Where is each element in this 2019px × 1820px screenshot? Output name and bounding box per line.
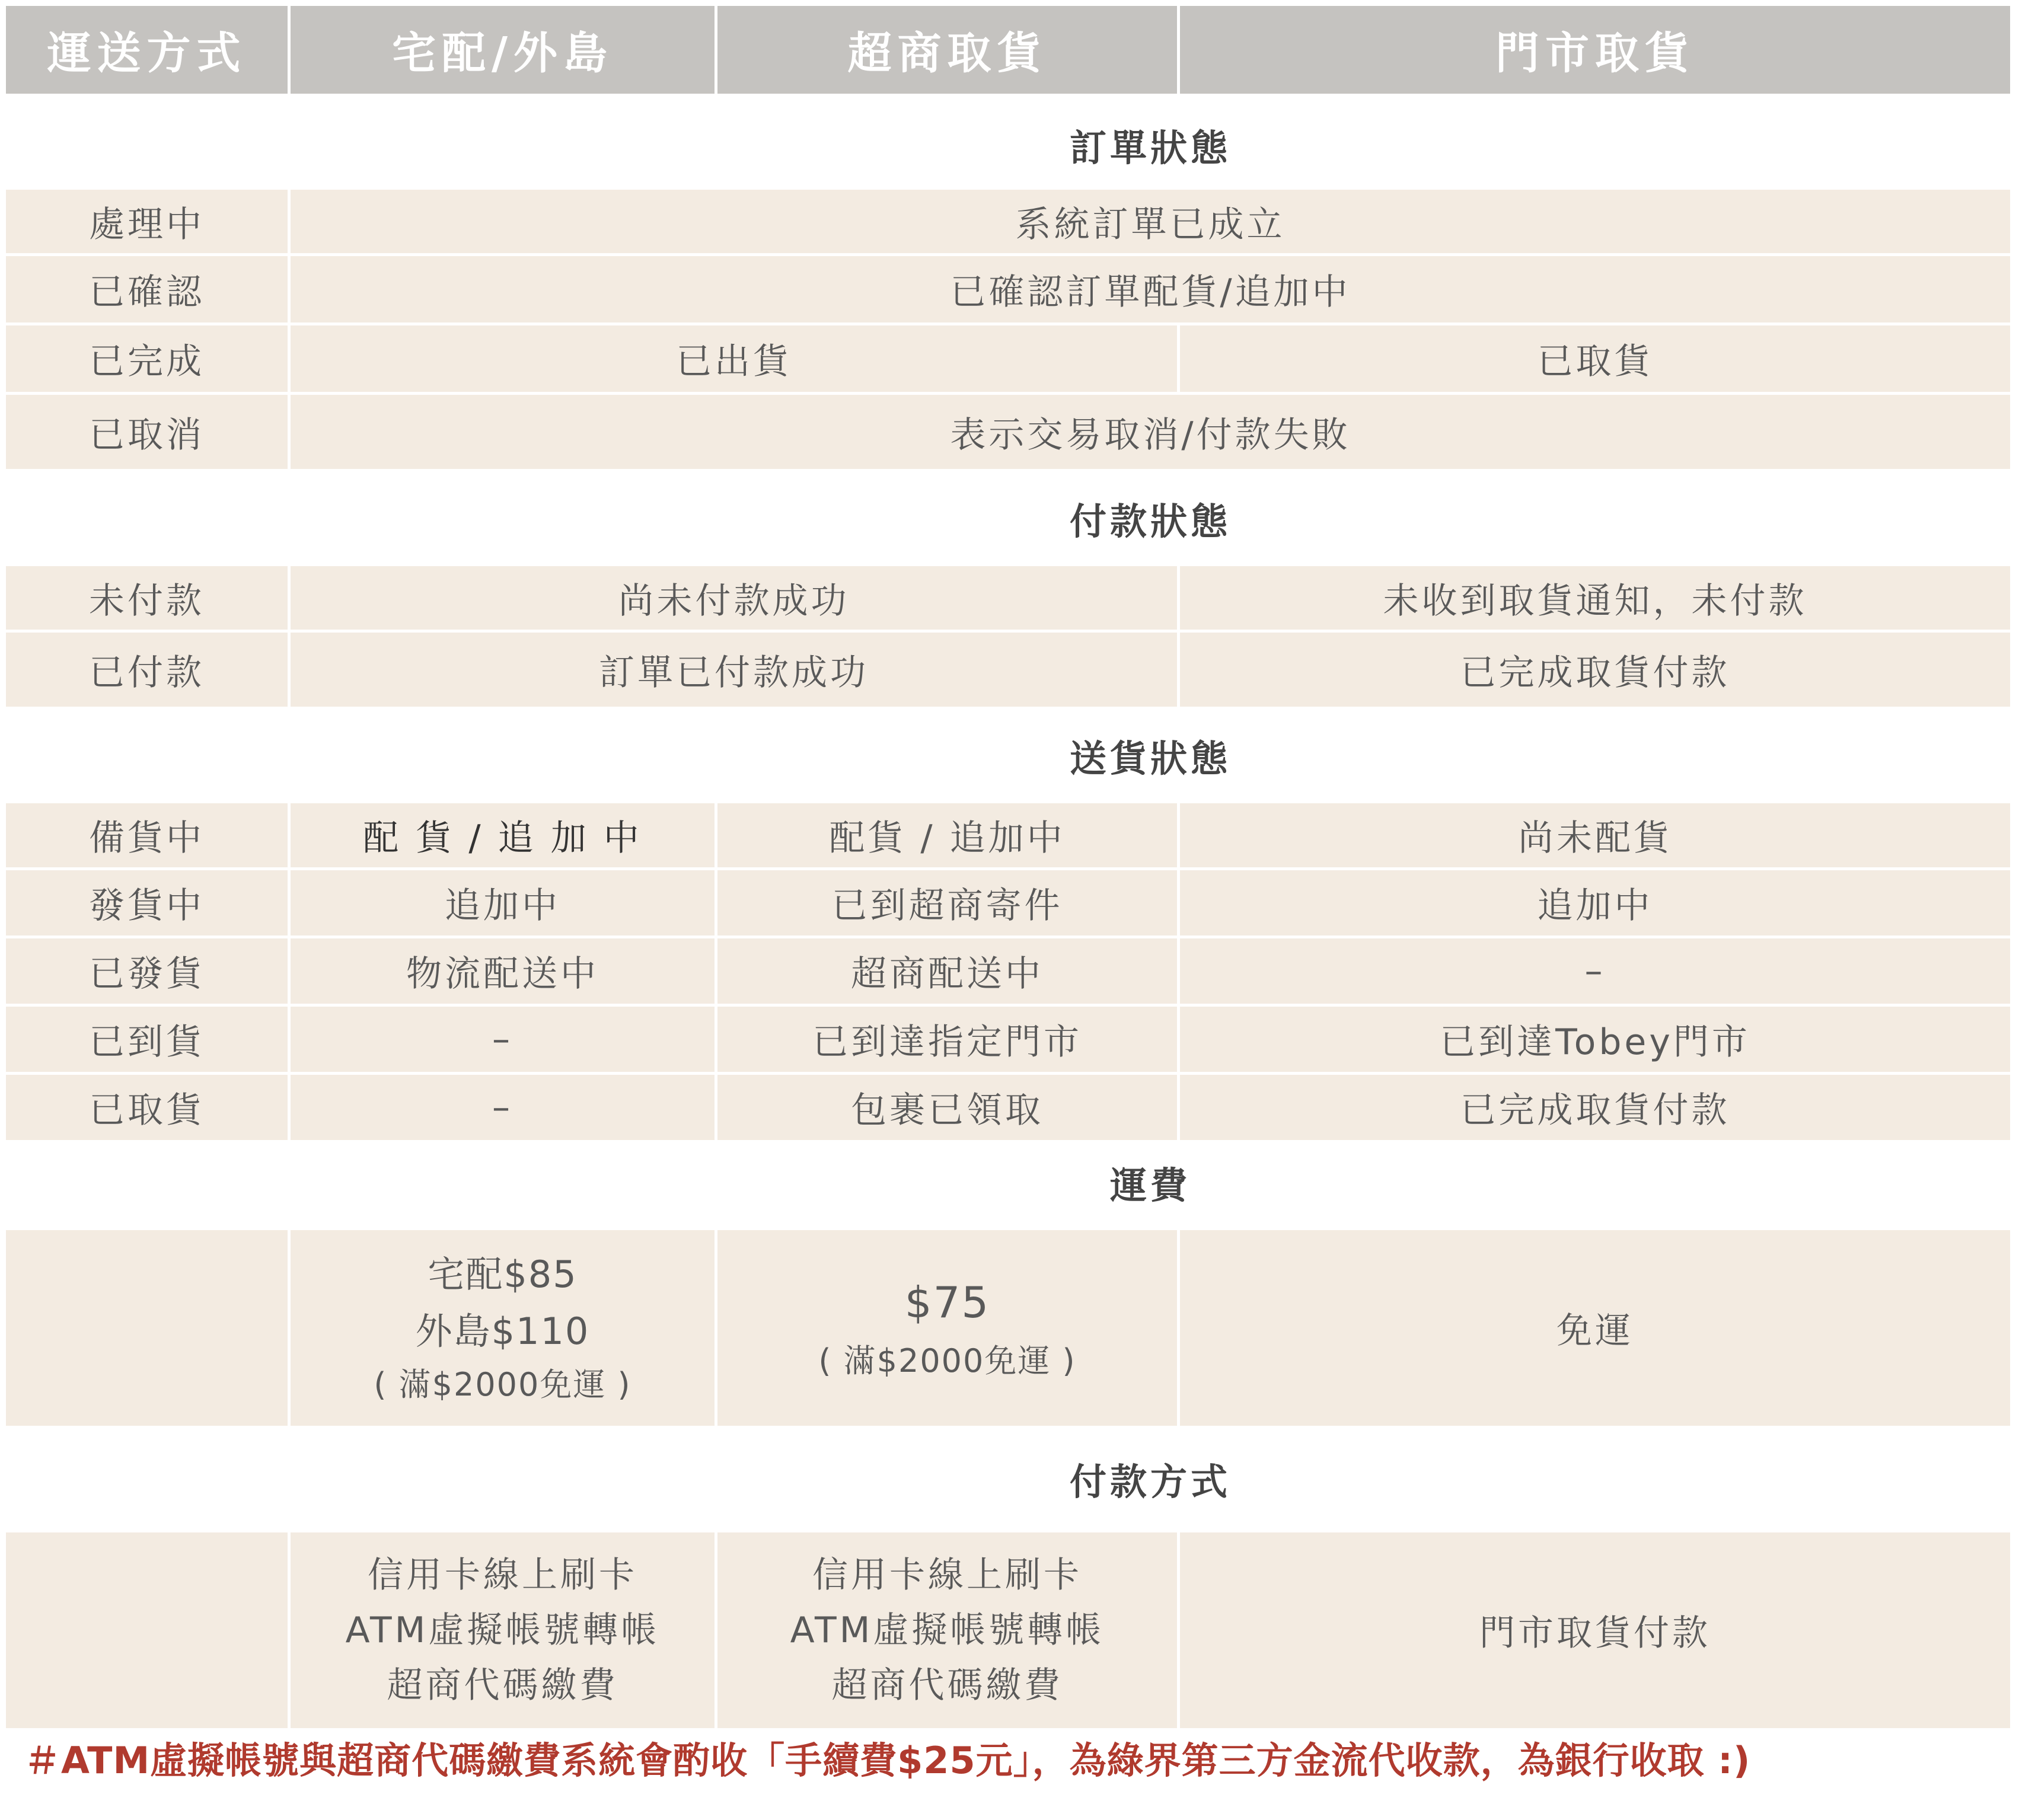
shipping-arrived-home: –: [291, 1007, 715, 1072]
shipping-picked-cvs: 包裹已領取: [717, 1075, 1177, 1140]
row-label-picked-up: 已取貨: [6, 1075, 288, 1140]
shipping-arrived-store: 已到達Tobey門市: [1180, 1007, 2010, 1072]
payment-cvs-credit-card: 信用卡線上刷卡: [812, 1554, 1082, 1596]
fee-home: [291, 1230, 715, 1426]
fee-home-free-threshold: ( 滿$2000免運 ): [374, 1366, 631, 1404]
shipping-arrived-cvs: 已到達指定門市: [717, 1007, 1177, 1072]
payment-store: 門市取貨付款: [1180, 1532, 2010, 1728]
payment-home: [291, 1532, 715, 1728]
header-store-pickup: 門市取貨: [1180, 6, 2010, 94]
payment-home-credit-card: 信用卡線上刷卡: [368, 1554, 637, 1596]
row-label-arrived: 已到貨: [6, 1007, 288, 1072]
fee-home-domestic: 宅配$85: [428, 1253, 578, 1297]
payment-status-paid-store: 已完成取貨付款: [1180, 633, 2010, 707]
shipping-picked-store: 已完成取貨付款: [1180, 1075, 2010, 1140]
row-label-paid: 已付款: [6, 633, 288, 707]
row-label-processing: 處理中: [6, 190, 288, 253]
shipping-dispatching-store: 追加中: [1180, 870, 2010, 935]
section-title-payment-status: 付款狀態: [1069, 500, 1231, 543]
order-status-confirmed-value: 已確認訂單配貨/追加中: [291, 256, 2010, 323]
row-label-preparing: 備貨中: [6, 803, 288, 867]
row-label-unpaid: 未付款: [6, 566, 288, 630]
payment-status-paid-online: 訂單已付款成功: [291, 633, 1177, 707]
header-shipping-method: 運送方式: [6, 6, 288, 94]
order-status-processing-value: 系統訂單已成立: [291, 190, 2010, 253]
payment-home-atm: ATM虛擬帳號轉帳: [345, 1609, 660, 1651]
shipping-preparing-cvs: 配貨 / 追加中: [717, 803, 1177, 867]
shipping-dispatching-home: 追加中: [291, 870, 715, 935]
fee-label-empty: [6, 1230, 288, 1426]
shipping-shipped-home: 物流配送中: [291, 938, 715, 1004]
order-status-completed-picked: 已取貨: [1180, 325, 2010, 392]
row-label-dispatching: 發貨中: [6, 870, 288, 935]
shipping-shipped-cvs: 超商配送中: [717, 938, 1177, 1004]
payment-cvs: [717, 1532, 1177, 1728]
payment-home-cvs-code: 超商代碼繳費: [387, 1664, 618, 1706]
fee-cvs-amount: $75: [904, 1278, 990, 1328]
order-status-completed-shipped: 已出貨: [291, 325, 1177, 392]
shipping-picked-home: –: [291, 1075, 715, 1140]
fee-cvs: [717, 1230, 1177, 1426]
payment-label-empty: [6, 1532, 288, 1728]
row-label-shipped: 已發貨: [6, 938, 288, 1004]
payment-cvs-atm: ATM虛擬帳號轉帳: [790, 1609, 1105, 1651]
fee-store: 免運: [1180, 1230, 2010, 1426]
shipping-preparing-home: 配 貨 / 追 加 中: [291, 803, 715, 867]
section-title-shipping-status: 送貨狀態: [1069, 737, 1231, 780]
fee-note: ＃ATM虛擬帳號與超商代碼繳費系統會酌收「手續費$25元」，為綠界第三方金流代收款，為銀行收取 :): [24, 1739, 1751, 1782]
section-title-order-status: 訂單狀態: [1069, 126, 1231, 170]
row-label-cancelled: 已取消: [6, 395, 288, 469]
row-label-completed: 已完成: [6, 325, 288, 392]
order-status-cancelled-value: 表示交易取消/付款失敗: [291, 395, 2010, 469]
header-home-delivery: 宅配/外島: [291, 6, 715, 94]
shipping-dispatching-cvs: 已到超商寄件: [717, 870, 1177, 935]
header-convenience-store: 超商取貨: [717, 6, 1177, 94]
payment-cvs-cvs-code: 超商代碼繳費: [831, 1664, 1063, 1706]
fee-home-island: 外島$110: [415, 1310, 590, 1353]
fee-cvs-free-threshold: ( 滿$2000免運 ): [818, 1342, 1076, 1380]
shipping-preparing-store: 尚未配貨: [1180, 803, 2010, 867]
payment-status-unpaid-online: 尚未付款成功: [291, 566, 1177, 630]
section-title-shipping-fee: 運費: [1109, 1164, 1191, 1207]
shipping-shipped-store: –: [1180, 938, 2010, 1004]
row-label-confirmed: 已確認: [6, 256, 288, 323]
section-title-payment-method: 付款方式: [1069, 1460, 1231, 1503]
payment-status-unpaid-store: 未收到取貨通知，未付款: [1180, 566, 2010, 630]
